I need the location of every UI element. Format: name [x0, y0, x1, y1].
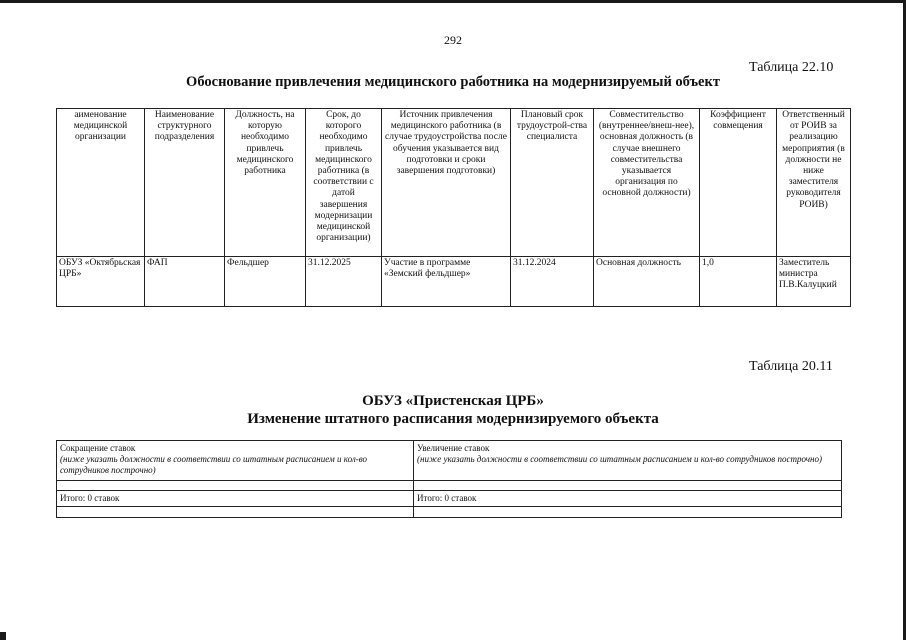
table-cell: Основная должность — [594, 257, 700, 307]
scan-edge-top — [0, 0, 906, 3]
header-cell: Коэффициент совмещения — [700, 109, 777, 257]
increase-total: Итого: 0 ставок — [414, 491, 842, 507]
table2-title-org: ОБУЗ «Пристенская ЦРБ» — [362, 393, 544, 409]
table-cell: 1,0 — [700, 257, 777, 307]
table-cell — [57, 507, 414, 518]
table-cell: ОБУЗ «Октябрьская ЦРБ» — [57, 257, 145, 307]
table-cell: 31.12.2024 — [511, 257, 594, 307]
staffing-change-table — [56, 440, 842, 518]
table-cell: ФАП — [145, 257, 225, 307]
table-cell: Участие в программе «Земский фельдшер» — [382, 257, 511, 307]
reduction-hint: (ниже указать должности в соответствии со штатным расписанием и кол-во сотрудников построчно) — [60, 454, 368, 475]
table-row — [57, 441, 842, 481]
table2-title: Изменение штатного расписания модернизируемого объекта — [247, 411, 659, 427]
header-cell: Должность, на которую необходимо привлечь медицинского работника — [225, 109, 306, 257]
header-cell: Плановый срок трудоустрой-ства специалиста — [511, 109, 594, 257]
table-row — [57, 257, 851, 307]
increase-header: Увеличение ставок — [417, 443, 490, 453]
table-row — [57, 481, 842, 491]
reduction-header-cell — [57, 441, 414, 481]
table-row — [57, 507, 842, 518]
increase-header-cell — [414, 441, 842, 481]
table-row — [57, 491, 842, 507]
table2-label: Таблица 20.11 — [749, 359, 833, 374]
table-cell: 31.12.2025 — [306, 257, 382, 307]
header-cell: Ответственный от РОИВ за реализацию мероприятия (в должности не ниже заместителя руководителя РОИВ) — [777, 109, 851, 257]
reduction-total: Итого: 0 ставок — [57, 491, 414, 507]
table1-title: Обоснование привлечения медицинского работника на модернизируемый объект — [186, 74, 720, 90]
table-cell: Заместитель министра П.В.Калуцкий — [777, 257, 851, 307]
header-cell: Совместительство (внутреннее/внеш-нее), основная должность (в случае внешнего совместительства указывается организация по основной должности) — [594, 109, 700, 257]
table-cell — [414, 481, 842, 491]
table-cell — [414, 507, 842, 518]
header-cell: Источник привлечения медицинского работника (в случае трудоустройства после обучения указывается вид подготовки и сроки завершения подготовки) — [382, 109, 511, 257]
reduction-header: Сокращение ставок — [60, 443, 136, 453]
table-cell — [57, 481, 414, 491]
table1-label: Таблица 22.10 — [749, 60, 834, 75]
page-number: 292 — [444, 33, 462, 47]
scan-corner-mark — [0, 632, 6, 640]
table-header-row — [57, 109, 851, 257]
header-cell: Наименование структурного подразделения — [145, 109, 225, 257]
justification-table — [56, 108, 851, 307]
increase-hint: (ниже указать должности в соответствии со штатным расписанием и кол-во сотрудников построчно) — [417, 454, 822, 464]
header-cell: аименование медицинской организации — [57, 109, 145, 257]
header-cell: Срок, до которого необходимо привлечь медицинского работника (в соответствии с датой завершения модернизации медицинской организации) — [306, 109, 382, 257]
table-cell: Фельдшер — [225, 257, 306, 307]
